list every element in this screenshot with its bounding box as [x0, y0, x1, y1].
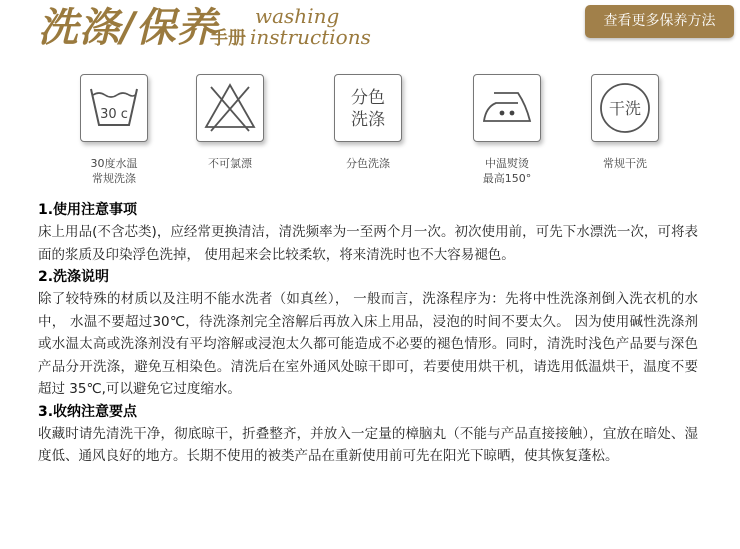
header: [0, 0, 740, 62]
separate-text-1: 分色: [351, 88, 385, 108]
section-body-storage: 收藏时请先清洗干净，彻底晾干，折叠整齐，并放入一定量的樟脑丸（不能与产品直接接触），宜放在暗处、湿度低、通风良好的地方。长期不使用的被类产品在重新使用前可先在阳光下晾晒，使其恢复蓬松。: [38, 425, 698, 464]
care-item-iron: [452, 74, 562, 186]
care-label-wash: 30度水温 常规洗涤: [90, 157, 138, 185]
title-cn-small: 手册: [210, 28, 246, 49]
more-care-methods-button[interactable]: 查看更多保养方法: [585, 5, 734, 38]
care-item-wash: [59, 74, 169, 186]
separate-wash-icon: [334, 74, 402, 142]
no-bleach-icon: [196, 74, 264, 142]
care-item-bleach: [175, 74, 285, 171]
care-label-bleach: 不可氯漂: [208, 157, 252, 170]
section-heading-washing: 2.洗涤说明: [38, 269, 110, 285]
section-heading-storage: 3.收纳注意要点: [38, 403, 138, 420]
separate-text-2: 洗涤: [351, 110, 385, 130]
title-en-washing: washing: [255, 4, 340, 28]
dryclean-text: 干洗: [608, 99, 642, 118]
dry-clean-icon: [591, 74, 659, 142]
wash-30-icon: [80, 74, 148, 142]
care-label-iron: 中温熨烫 最高150°: [482, 157, 532, 185]
section-body-washing: 除了较特殊的材质以及注明不能水洗者（如真丝）， 一般而言，洗涤程序为：先将中性洗涤剂倒入洗衣机的水中， 水温不要超过30℃，待洗涤剂完全溶解后再放入床上用品，浸泡的时间不要太久。 因为使用碱性洗涤剂或水温太高或洗涤剂没有平均溶解或浸泡太久都可能造成不必要的褪色情形。同时，清洗时浅色产品要与深色产品分开洗涤，避免互相染色。清洗后在室外通风处晾干即可，若要使用烘干机，请选用低温烘干，温度不要超过 35℃,可以避免它过度缩水。: [38, 291, 698, 397]
page-title: 洗涤/保养: [38, 4, 218, 51]
wash-temp-text: 30 c: [100, 107, 128, 122]
instructions-content: [38, 199, 698, 468]
care-label-separate: 分色洗涤: [346, 157, 390, 170]
care-icons-row: [0, 74, 740, 194]
title-en-instructions: 手册 instructions: [210, 25, 371, 49]
section-heading-usage: 1.使用注意事项: [38, 202, 138, 218]
care-item-dryclean: [570, 74, 680, 171]
care-item-separate: [313, 74, 423, 171]
care-label-dryclean: 常规干洗: [603, 157, 647, 170]
section-body-usage: 床上用品(不含芯类)，应经常更换清洁，清洗频率为一至两个月一次。初次使用前，可先下水漂洗一次，可将表面的浆质及印染浮色洗掉， 使用起来会比较柔软，将来清洗时也不大容易褪色。: [38, 224, 698, 263]
iron-medium-icon: [473, 74, 541, 142]
